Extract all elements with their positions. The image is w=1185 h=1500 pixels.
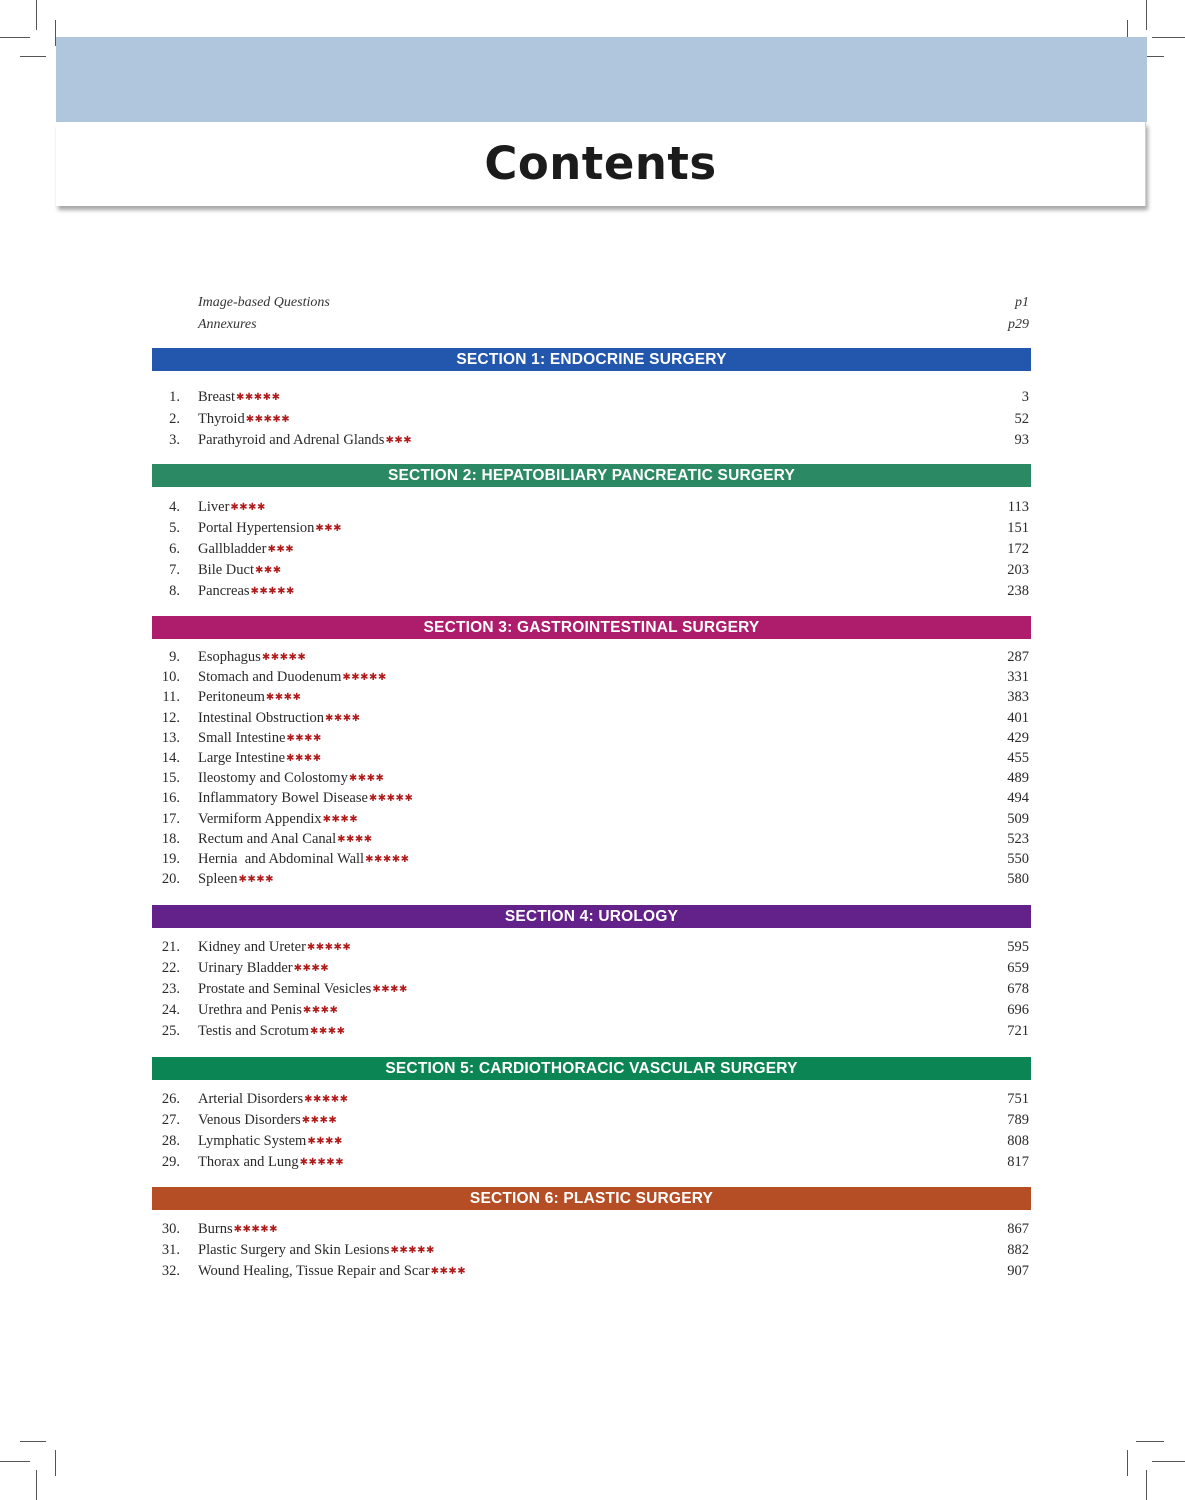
toc-entry[interactable] [152, 409, 1029, 431]
chapter-title: Prostate and Seminal Vesicles [198, 981, 372, 997]
chapter-number: 11. [162, 689, 180, 706]
crop-mark [0, 37, 30, 38]
crop-mark [1152, 1461, 1185, 1462]
importance-stars: ✱✱✱✱✱ [390, 1245, 435, 1256]
chapter-title: Lymphatic System [198, 1133, 307, 1149]
importance-stars: ✱✱✱ [267, 544, 295, 555]
page-number: 203 [1007, 562, 1029, 578]
section-heading: SECTION 4: UROLOGY [152, 905, 1031, 928]
toc-entry[interactable] [152, 560, 1029, 581]
importance-stars: ✱✱✱✱ [322, 813, 359, 825]
chapter-title: Burns [198, 1221, 233, 1237]
page-number: 550 [1007, 850, 1029, 867]
importance-stars: ✱✱✱✱ [348, 773, 385, 785]
chapter-title: Arterial Disorders [198, 1091, 304, 1107]
importance-stars: ✱✱✱✱ [302, 1005, 339, 1016]
crop-mark [36, 1470, 37, 1500]
chapter-number: 8. [169, 583, 180, 599]
chapter-title: Ileostomy and Colostomy [198, 770, 348, 787]
page-number: 93 [1014, 432, 1029, 448]
chapter-number: 18. [161, 830, 180, 847]
chapter-title: Spleen [198, 871, 238, 888]
page-number: 151 [1007, 520, 1029, 536]
importance-stars: ✱✱✱✱✱ [342, 672, 387, 684]
toc-entry[interactable] [152, 518, 1029, 539]
importance-stars: ✱✱✱✱ [301, 1115, 338, 1126]
crop-mark [36, 0, 37, 30]
toc-entry[interactable] [152, 708, 1029, 728]
page-number: 882 [1007, 1242, 1029, 1258]
page-number: 172 [1007, 541, 1029, 557]
chapter-title: Thorax and Lung [198, 1154, 299, 1170]
importance-stars: ✱✱✱ [315, 523, 343, 534]
section-entries [152, 647, 1029, 889]
chapter-title: Esophagus [198, 649, 261, 665]
toc-entry[interactable] [152, 539, 1029, 560]
page-title: Contents [484, 137, 717, 190]
page-number: 429 [1007, 729, 1029, 746]
importance-stars: ✱✱✱✱ [372, 984, 408, 995]
chapter-number: 27. [161, 1112, 180, 1128]
chapter-title: Kidney and Ureter [198, 939, 306, 955]
page-number: 331 [1007, 669, 1029, 686]
toc-entry[interactable] [152, 869, 1029, 889]
toc-entry[interactable] [152, 430, 1029, 452]
chapter-title: Urinary Bladder [198, 960, 293, 976]
page-number: 3 [1021, 389, 1029, 405]
section-heading: SECTION 5: CARDIOTHORACIC VASCULAR SURGERY [152, 1057, 1031, 1080]
page-number: 696 [1007, 1002, 1029, 1018]
chapter-number: 12. [161, 709, 180, 726]
chapter-title: Portal Hypertension [198, 520, 315, 536]
toc-entry[interactable] [152, 497, 1029, 518]
toc-entry[interactable] [152, 1110, 1029, 1131]
page-number: 867 [1007, 1221, 1029, 1237]
chapter-title: Stomach and Duodenum [198, 669, 342, 686]
importance-stars: ✱✱✱ [385, 435, 413, 446]
page-number: 401 [1007, 709, 1029, 726]
prelim-title: Image-based Questions [198, 295, 330, 310]
chapter-number: 24. [161, 1002, 180, 1018]
page-number: 678 [1007, 981, 1029, 997]
chapter-title: Liver [198, 499, 230, 515]
importance-stars: ✱✱✱✱ [230, 502, 266, 513]
chapter-number: 29. [161, 1154, 180, 1170]
page-number: 659 [1007, 960, 1029, 976]
prelim-page: p1 [1015, 295, 1029, 310]
chapter-title: Pancreas [198, 583, 250, 599]
chapter-title: Intestinal Obstruction [198, 709, 325, 726]
toc-entry[interactable] [152, 979, 1029, 1000]
chapter-number: 1. [169, 389, 180, 405]
page-number: 808 [1007, 1133, 1029, 1149]
chapter-number: 30. [161, 1221, 180, 1237]
chapter-number: 20. [161, 871, 180, 888]
chapter-title: Peritoneum [198, 689, 265, 706]
crop-mark [1152, 37, 1185, 38]
chapter-number: 26. [161, 1091, 180, 1107]
toc-entry[interactable] [152, 1261, 1029, 1282]
page-number: 721 [1007, 1023, 1029, 1039]
chapter-number: 13. [161, 729, 180, 746]
toc-entry[interactable] [152, 958, 1029, 979]
importance-stars: ✱✱✱✱ [293, 963, 330, 974]
page-number: 523 [1007, 830, 1029, 847]
chapter-number: 7. [169, 562, 180, 578]
page-number: 494 [1007, 790, 1029, 807]
chapter-number: 15. [161, 770, 180, 787]
page-number: 907 [1007, 1263, 1029, 1279]
importance-stars: ✱✱✱✱✱ [299, 1157, 345, 1168]
chapter-title: Wound Healing, Tissue Repair and Scar [198, 1263, 430, 1279]
toc-entry[interactable] [152, 1021, 1029, 1042]
chapter-number: 19. [161, 850, 180, 867]
importance-stars: ✱✱✱✱ [265, 692, 302, 704]
section-entries [152, 1219, 1029, 1282]
crop-mark [55, 1450, 56, 1476]
page-number: 287 [1007, 649, 1029, 665]
section-heading: SECTION 1: ENDOCRINE SURGERY [152, 348, 1031, 371]
chapter-title: Gallbladder [198, 541, 267, 557]
chapter-title: Parathyroid and Adrenal Glands [198, 432, 385, 448]
toc-entry[interactable] [152, 829, 1029, 849]
chapter-number: 31. [161, 1242, 180, 1258]
chapter-title: Large Intestine [198, 749, 286, 766]
toc-entry[interactable] [152, 809, 1029, 829]
importance-stars: ✱✱✱✱✱ [368, 793, 414, 805]
chapter-number: 10. [161, 669, 180, 686]
toc-entry[interactable] [152, 1152, 1029, 1173]
page-number: 580 [1007, 871, 1029, 888]
chapter-title: Breast [198, 389, 236, 405]
page-number: 113 [1007, 499, 1029, 515]
page-number: 455 [1007, 749, 1029, 766]
crop-mark [20, 56, 46, 57]
importance-stars: ✱✱✱✱ [307, 1136, 343, 1147]
crop-mark [1127, 1450, 1128, 1476]
toc-entry[interactable] [152, 581, 1029, 602]
prelim-page: p29 [1008, 317, 1029, 332]
crop-mark [1136, 1441, 1164, 1442]
section-entries [152, 937, 1029, 1042]
chapter-title: Rectum and Anal Canal [198, 830, 337, 847]
importance-stars: ✱✱✱✱✱ [245, 413, 291, 425]
toc-entry[interactable] [152, 1131, 1029, 1152]
page-number: 52 [1014, 410, 1029, 427]
importance-stars: ✱✱✱✱✱ [236, 392, 281, 403]
importance-stars: ✱✱✱✱✱ [261, 652, 307, 663]
chapter-number: 21. [161, 939, 180, 955]
chapter-number: 5. [169, 520, 180, 536]
chapter-title: Inflammatory Bowel Disease [198, 790, 368, 807]
chapter-number: 22. [161, 960, 180, 976]
chapter-number: 32. [161, 1263, 180, 1279]
toc-entry[interactable] [152, 788, 1029, 808]
chapter-title: Vermiform Appendix [198, 810, 322, 827]
toc-entry[interactable] [152, 387, 1029, 409]
chapter-title: Hernia and Abdominal Wall [198, 850, 365, 867]
chapter-number: 4. [169, 499, 180, 515]
importance-stars: ✱✱✱✱ [286, 732, 322, 744]
section-entries [152, 387, 1029, 452]
chapter-number: 17. [161, 810, 180, 827]
chapter-number: 2. [169, 410, 180, 427]
chapter-number: 16. [161, 790, 180, 807]
prelim-title: Annexures [198, 317, 257, 332]
crop-mark [20, 1441, 46, 1442]
chapter-title: Venous Disorders [198, 1112, 301, 1128]
crop-mark [0, 1461, 30, 1462]
section-heading: SECTION 3: GASTROINTESTINAL SURGERY [152, 616, 1031, 639]
importance-stars: ✱✱✱✱ [286, 752, 322, 764]
section-entries [152, 1089, 1029, 1173]
prelims-list [198, 292, 1029, 336]
importance-stars: ✱✱✱✱✱ [306, 942, 352, 953]
toc-entry[interactable] [152, 748, 1029, 768]
toc-entry[interactable] [152, 1000, 1029, 1021]
page-number: 238 [1007, 583, 1029, 599]
importance-stars: ✱✱✱✱✱ [250, 586, 295, 597]
section-heading: SECTION 2: HEPATOBILIARY PANCREATIC SURGERY [152, 464, 1031, 487]
chapter-title: Testis and Scrotum [198, 1023, 309, 1039]
page-number: 751 [1007, 1091, 1029, 1107]
chapter-title: Thyroid [198, 410, 245, 427]
chapter-title: Plastic Surgery and Skin Lesions [198, 1242, 390, 1258]
importance-stars: ✱✱✱✱ [238, 874, 274, 886]
importance-stars: ✱✱✱✱✱ [365, 853, 410, 865]
chapter-title: Small Intestine [198, 729, 286, 746]
chapter-number: 9. [169, 649, 180, 665]
toc-entry[interactable] [152, 687, 1029, 707]
chapter-number: 3. [169, 432, 180, 448]
crop-mark [1146, 1470, 1147, 1500]
section-heading: SECTION 6: PLASTIC SURGERY [152, 1187, 1031, 1210]
toc-entry[interactable] [152, 768, 1029, 788]
importance-stars: ✱✱✱✱ [430, 1266, 467, 1277]
header-band [56, 37, 1147, 122]
crop-mark [1146, 0, 1147, 30]
toc-entry[interactable] [152, 1219, 1029, 1240]
toc-entry[interactable] [152, 1240, 1029, 1261]
page-number: 789 [1007, 1112, 1029, 1128]
importance-stars: ✱✱✱✱✱ [304, 1094, 349, 1105]
importance-stars: ✱✱✱ [254, 565, 282, 576]
chapter-number: 6. [169, 541, 180, 557]
page-number: 817 [1007, 1154, 1029, 1170]
section-entries [152, 497, 1029, 602]
chapter-number: 14. [161, 749, 180, 766]
page-number: 509 [1007, 810, 1029, 827]
chapter-number: 23. [161, 981, 180, 997]
toc-entry[interactable] [152, 667, 1029, 687]
chapter-number: 25. [161, 1023, 180, 1039]
importance-stars: ✱✱✱✱✱ [233, 1224, 279, 1235]
chapter-title: Urethra and Penis [198, 1002, 302, 1018]
prelim-item[interactable] [198, 292, 1029, 314]
page-number: 595 [1007, 939, 1029, 955]
prelim-item[interactable] [198, 314, 1029, 336]
chapter-number: 28. [161, 1133, 180, 1149]
importance-stars: ✱✱✱✱ [325, 712, 361, 724]
toc-entry[interactable] [152, 647, 1029, 667]
importance-stars: ✱✱✱✱ [309, 1026, 346, 1037]
importance-stars: ✱✱✱✱ [337, 833, 373, 845]
chapter-title: Bile Duct [198, 562, 254, 578]
toc-entry[interactable] [152, 937, 1029, 958]
page-number: 383 [1007, 689, 1029, 706]
toc-entry[interactable] [152, 1089, 1029, 1110]
toc-entry[interactable] [152, 849, 1029, 869]
toc-entry[interactable] [152, 728, 1029, 748]
title-box [56, 122, 1146, 206]
page-number: 489 [1007, 770, 1029, 787]
